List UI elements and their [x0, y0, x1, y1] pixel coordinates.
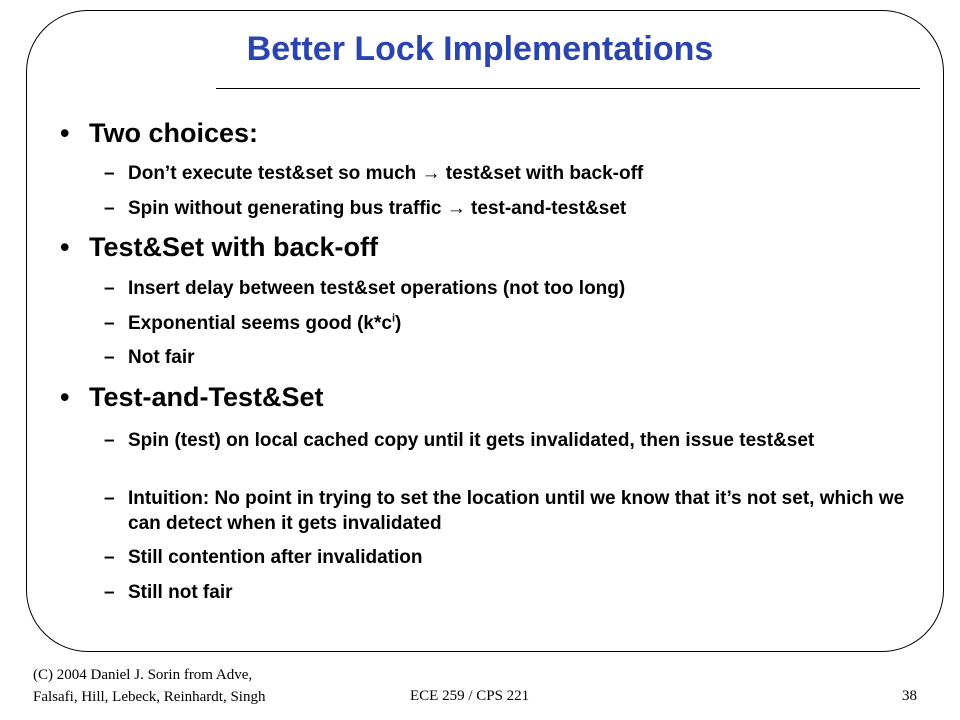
sub-text: Exponential seems good (k*c	[128, 313, 392, 334]
sub-item	[104, 161, 934, 186]
superscript: i	[391, 312, 396, 325]
bullet-text: Test-and-Test&Set	[89, 382, 324, 412]
sub-item	[104, 311, 934, 336]
right-arrow-icon: →	[421, 163, 441, 184]
footer-copyright	[33, 664, 353, 708]
dash-symbol: –	[104, 547, 115, 568]
dash-symbol: –	[104, 198, 115, 219]
sub-item	[104, 276, 934, 301]
sub-item	[104, 545, 934, 570]
sub-item	[104, 345, 934, 370]
footer-copyright-line: (C) 2004 Daniel J. Sorin from Adve,	[33, 667, 253, 683]
dash-symbol: –	[104, 278, 115, 299]
sub-text: )	[395, 313, 402, 334]
bullet-text: Two choices:	[89, 118, 259, 148]
slide-title: Better Lock Implementations	[246, 30, 714, 68]
sub-item	[104, 486, 934, 536]
dash-symbol: –	[104, 430, 115, 451]
sub-text: Intuition: No point in trying to set the location until we know that it’s not set, which we can detect when it gets invalidated	[128, 488, 905, 534]
sub-text: test-and-test&set	[465, 198, 627, 219]
sub-text: Spin (test) on local cached copy until it gets invalidated, then issue test&set	[128, 430, 815, 451]
bullet-symbol: •	[60, 382, 70, 412]
right-arrow-icon: →	[446, 198, 466, 219]
sub-item	[104, 196, 934, 221]
dash-symbol: –	[104, 347, 115, 368]
dash-symbol: –	[104, 488, 115, 509]
footer-course: ECE 259 / CPS 221	[410, 688, 530, 704]
sub-text: Insert delay between test&set operations (not too long)	[128, 278, 626, 299]
sub-text: Spin without generating bus traffic	[128, 198, 447, 219]
sub-text: Still contention after invalidation	[128, 547, 423, 568]
footer-copyright-line: Falsafi, Hill, Lebeck, Reinhardt, Singh	[33, 689, 266, 705]
sub-text: test&set with back-off	[440, 163, 644, 184]
sub-item	[104, 428, 934, 453]
page-number: 38	[902, 688, 917, 704]
dash-symbol: –	[104, 163, 115, 184]
sub-text: Not fair	[128, 347, 195, 368]
bullet-text: Test&Set with back-off	[89, 232, 379, 262]
sub-item	[104, 580, 934, 605]
sub-text: Still not fair	[128, 582, 233, 603]
dash-symbol: –	[104, 582, 115, 603]
dash-symbol: –	[104, 313, 115, 334]
sub-text: Don’t execute test&set so much	[128, 163, 422, 184]
bullet-symbol: •	[60, 118, 70, 148]
bullet-symbol: •	[60, 232, 70, 262]
